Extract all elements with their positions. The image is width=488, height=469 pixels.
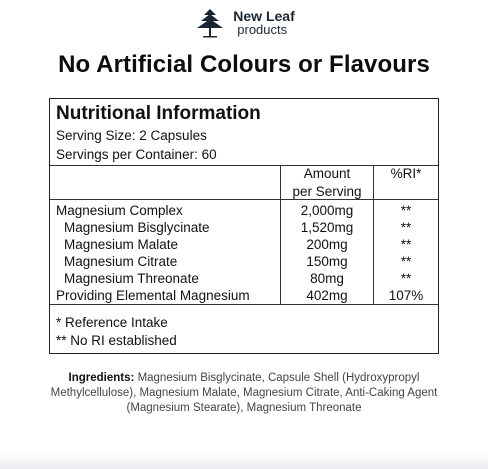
panel-header [50, 99, 438, 166]
footnotes [56, 314, 177, 350]
nutrient-ri: ** [400, 254, 412, 269]
panel-title: Nutritional Information [56, 103, 261, 124]
nutrient-amount: 402mg [306, 288, 348, 303]
nutrient-ri: 107% [388, 288, 424, 303]
table-row [50, 202, 438, 220]
nutrient-ri: ** [400, 203, 412, 218]
amount-header [281, 165, 373, 201]
leaf-tree-logo-icon [193, 7, 227, 39]
nutrient-ri: ** [400, 237, 412, 252]
nutrient-name: Magnesium Threonate [64, 271, 199, 286]
amount-header-line2: per Serving [292, 184, 362, 199]
column-header-row [50, 166, 438, 200]
nutrition-panel [49, 98, 439, 354]
nutrient-name: Providing Elemental Magnesium [56, 288, 250, 303]
footnote-reference-intake: * Reference Intake [56, 315, 168, 330]
brand-header [0, 6, 488, 40]
amount-header-line1: Amount [303, 166, 351, 181]
nutrient-name: Magnesium Complex [56, 203, 183, 218]
nutrient-name: Magnesium Citrate [64, 254, 178, 269]
nutrient-amount: 80mg [310, 271, 344, 286]
nutrient-ri: ** [400, 271, 412, 286]
table-row [50, 236, 438, 254]
table-row [50, 219, 438, 237]
servings-per-container: Servings per Container: 60 [56, 147, 217, 162]
table-row [50, 253, 438, 271]
ri-header: %RI* [390, 166, 422, 181]
brand-name: New Leaf [233, 8, 295, 24]
footnote-no-ri: ** No RI established [56, 333, 177, 348]
ingredients-label: Ingredients: [68, 372, 135, 384]
table-row [50, 287, 438, 305]
nutrient-ri: ** [400, 220, 412, 235]
nutrient-amount: 150mg [306, 254, 348, 269]
nutrient-amount: 2,000mg [300, 203, 354, 218]
table-row [50, 270, 438, 288]
bottom-shade [0, 453, 488, 469]
serving-size: Serving Size: 2 Capsules [56, 128, 207, 143]
nutrient-rows [50, 200, 438, 305]
ingredients-list: Magnesium Bisglycinate, Capsule Shell (Hydroxypropyl Methylcellulose), Magnesium Malate, Magnesium Citrate, Anti-Caking Agent (Magnesium Stearate), Magnesium Threonate [50, 372, 438, 414]
nutrient-name: Magnesium Bisglycinate [64, 220, 210, 235]
page-headline: No Artificial Colours or Flavours [58, 51, 430, 78]
ingredients-text [30, 371, 458, 416]
nutrient-amount: 200mg [306, 237, 348, 252]
nutrient-amount: 1,520mg [300, 220, 354, 235]
nutrient-name: Magnesium Malate [64, 237, 179, 252]
brand-subtitle: products [237, 22, 288, 37]
